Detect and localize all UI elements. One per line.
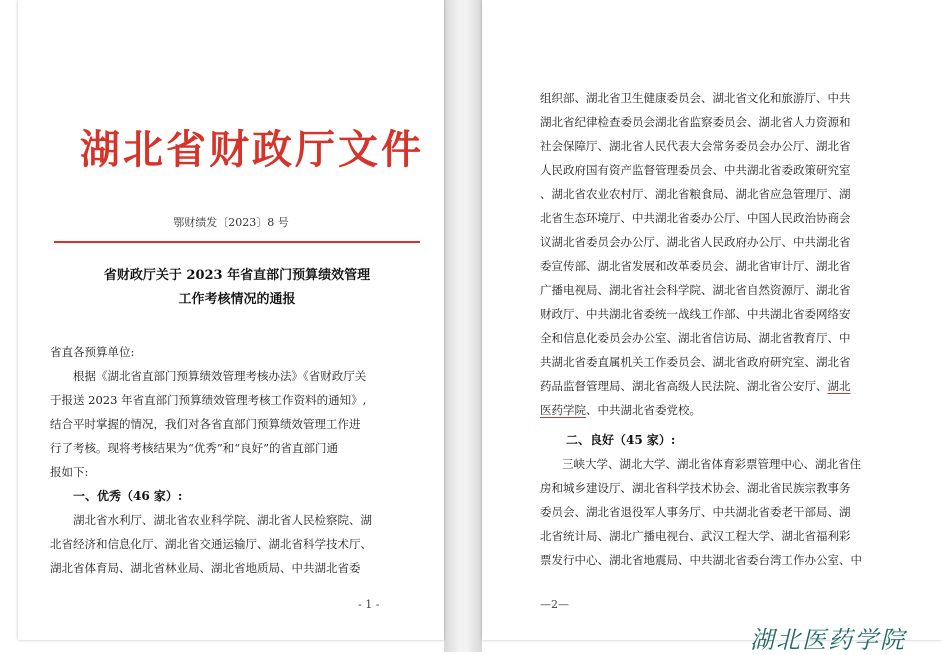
- text-line: 议湖北省委员会办公厅、湖北省人民政府办公厅、中共湖北省: [540, 235, 851, 249]
- text-line: 北省统计局、湖北广播电视台、武汉工程大学、湖北省福利彩: [540, 529, 851, 543]
- text-line: 北省生态环境厅、中共湖北省委办公厅、中国人民政治协商会: [540, 211, 851, 225]
- text-line: 全和信息化委员会办公室、湖北省信访局、湖北省教育厅、中: [540, 331, 851, 345]
- notice-title-line: 工作考核情况的通报: [178, 292, 296, 307]
- red-divider: [54, 241, 420, 243]
- text-line: 结合平时掌握的情况，我们对各省直部门预算绩效管理工作进: [50, 417, 361, 431]
- section-heading-good: 二、良好（45 家）:: [566, 433, 676, 447]
- text-line: [540, 398, 851, 422]
- text-line: 行了考核。现将考核结果为“优秀”和“良好”的省直部门通: [50, 441, 339, 455]
- document-page-1: [18, 0, 444, 640]
- document-number: 鄂财绩发〔2023〕8 号: [173, 216, 289, 229]
- highlighted-school-name: 湖北: [827, 379, 851, 393]
- page-gutter: [444, 0, 482, 652]
- excellent-list-continued: [540, 86, 851, 422]
- notice-title-line: 省财政厅关于 2023 年省直部门预算绩效管理: [103, 268, 371, 283]
- highlighted-school-name: 医药学院: [540, 403, 586, 417]
- text-line: 委宣传部、湖北省发展和改革委员会、湖北省审计厅、湖北省: [540, 259, 851, 273]
- text-line: 票发行中心、湖北省地震局、中共湖北省委台湾工作办公室、中: [540, 553, 862, 567]
- text-line: 房和城乡建设厅、湖北省科学技术协会、湖北省民族宗教事务: [540, 481, 851, 495]
- excellent-list: [50, 508, 372, 580]
- text-line: 根据《湖北省直部门预算绩效管理考核办法》《省财政厅关: [73, 369, 367, 383]
- text-line: 湖北省体育局、湖北省林业局、湖北省地质局、中共湖北省委: [50, 561, 361, 575]
- text-line: 组织部、湖北省卫生健康委员会、湖北省文化和旅游厅、中共: [540, 91, 851, 105]
- document-header-title: 湖北省财政厅文件: [80, 126, 424, 173]
- text-line: 共湖北省委直属机关工作委员会、湖北省政府研究室、湖北省: [540, 355, 851, 369]
- text-line: 社会保障厅、湖北省人民代表大会常务委员会办公厅、湖北省: [540, 139, 851, 153]
- text-line: 财政厅、中共湖北省委统一战线工作部、中共湖北省委网络安: [540, 307, 851, 321]
- section-heading-excellent: 一、优秀（46 家）:: [73, 489, 183, 503]
- intro-paragraph: [50, 364, 366, 484]
- text-line: 广播电视局、湖北省社会科学院、湖北省自然资源厅、湖北省: [540, 283, 851, 297]
- text-segment: 、中共湖北省委党校。: [586, 403, 701, 417]
- notice-title: [54, 264, 420, 312]
- text-line: 湖北省水利厅、湖北省农业科学院、湖北省人民检察院、湖: [73, 513, 372, 527]
- text-line: 三峡大学、湖北大学、湖北省体育彩票管理中心、湖北省住: [562, 457, 861, 471]
- text-line: [540, 374, 851, 398]
- page-number: —2—: [540, 598, 569, 611]
- salutation: 省直各预算单位:: [50, 345, 135, 359]
- text-line: 于报送 2023 年省直部门预算绩效管理考核工作资料的通知》,: [50, 393, 367, 407]
- document-page-2: [482, 0, 942, 640]
- school-watermark: 湖北医药学院: [750, 626, 906, 654]
- text-segment: 药品监督管理局、湖北省高级人民法院、湖北省公安厅、: [540, 379, 828, 393]
- text-line: 湖北省纪律检查委员会湖北省监察委员会、湖北省人力资源和: [540, 115, 851, 129]
- text-line: 北省经济和信息化厅、湖北省交通运输厅、湖北省科学技术厅、: [50, 537, 372, 551]
- good-list: [540, 452, 862, 572]
- text-line: 人民政府国有资产监督管理委员会、中共湖北省委政策研究室: [540, 163, 851, 177]
- text-line: 、湖北省农业农村厅、湖北省粮食局、湖北省应急管理厅、湖: [540, 187, 851, 201]
- text-line: 报如下:: [50, 465, 89, 479]
- page-number: - 1 -: [358, 598, 380, 611]
- text-line: 委员会、湖北省退役军人事务厅、中共湖北省委老干部局、湖: [540, 505, 851, 519]
